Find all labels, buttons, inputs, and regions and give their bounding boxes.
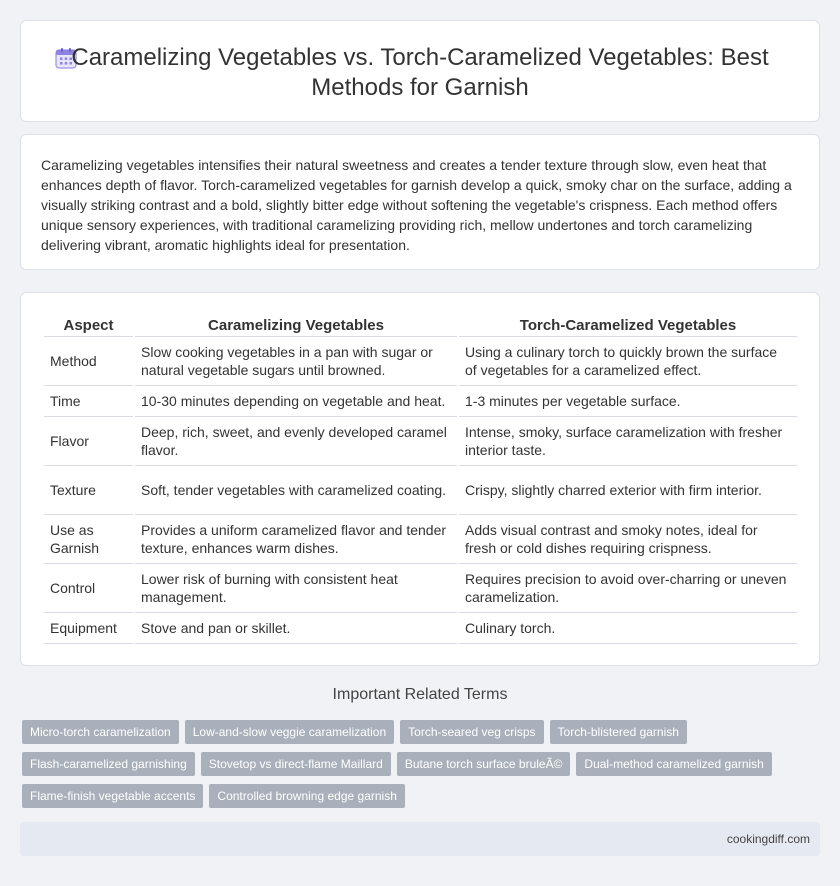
row-torch: Culinary torch. [459, 613, 797, 644]
tag-link[interactable]: Torch-blistered garnish [550, 720, 687, 744]
tag-link[interactable]: Low-and-slow veggie caramelization [185, 720, 394, 744]
table-row [44, 386, 797, 417]
row-caramelizing: 10-30 minutes depending on vegetable and heat. [135, 386, 457, 417]
row-torch: Intense, smoky, surface caramelization with fresher interior taste. [459, 417, 797, 466]
table-row [44, 515, 797, 564]
row-torch: 1-3 minutes per vegetable surface. [459, 386, 797, 417]
row-torch: Adds visual contrast and smoky notes, ideal for fresh or cold dishes requiring crispness. [459, 515, 797, 564]
row-aspect: Flavor [44, 417, 133, 466]
tag-link[interactable]: Flash-caramelized garnishing [22, 752, 195, 776]
related-tags [22, 720, 812, 808]
intro-card [20, 134, 820, 270]
footer [20, 822, 820, 856]
footer-site[interactable]: cookingdiff.com [726, 832, 810, 846]
table-row [44, 564, 797, 613]
row-caramelizing: Provides a uniform caramelized flavor and tender texture, enhances warm dishes. [135, 515, 457, 564]
row-aspect: Texture [44, 466, 133, 515]
tag-link[interactable]: Flame-finish vegetable accents [22, 784, 203, 808]
tag-link[interactable]: Controlled browning edge garnish [209, 784, 404, 808]
comparison-table [42, 315, 799, 644]
tag-link[interactable]: Butane torch surface bruleÃ© [397, 752, 571, 776]
row-caramelizing: Stove and pan or skillet. [135, 613, 457, 644]
header-aspect: Aspect [44, 315, 133, 337]
row-caramelizing: Slow cooking vegetables in a pan with sugar or natural vegetable sugars until browned. [135, 337, 457, 386]
row-torch: Requires precision to avoid over-charring or uneven caramelization. [459, 564, 797, 613]
row-aspect: Time [44, 386, 133, 417]
tag-link[interactable]: Dual-method caramelized garnish [576, 752, 771, 776]
related-terms-heading: Important Related Terms [332, 686, 508, 703]
table-row [44, 466, 797, 515]
table-header-row [44, 315, 797, 337]
table-row [44, 613, 797, 644]
row-aspect: Control [44, 564, 133, 613]
row-caramelizing: Deep, rich, sweet, and evenly developed caramel flavor. [135, 417, 457, 466]
row-caramelizing: Soft, tender vegetables with caramelized coating. [135, 466, 457, 515]
header-caramelizing: Caramelizing Vegetables [135, 315, 457, 337]
intro-paragraph: Caramelizing vegetables intensifies their natural sweetness and creates a tender texture through slow, even heat that enhances depth of flavor. Torch-caramelized vegetables for garnish develop a quick, smoky char on the surface, adding a visually striking contrast and a bold, slightly bitter edge without softening the vegetable's crispness. Each method offers unique sensory experiences, with traditional caramelizing providing rich, mellow undertones and torch caramelizing delivering vibrant, aromatic highlights ideal for presentation. [41, 157, 792, 253]
tag-link[interactable]: Stovetop vs direct-flame Maillard [201, 752, 391, 776]
row-torch: Crispy, slightly charred exterior with firm interior. [459, 466, 797, 515]
row-aspect: Equipment [44, 613, 133, 644]
row-aspect: Use as Garnish [44, 515, 133, 564]
row-aspect: Method [44, 337, 133, 386]
row-torch: Using a culinary torch to quickly brown the surface of vegetables for a caramelized effect. [459, 337, 797, 386]
comparison-card [20, 292, 820, 666]
title-card [20, 20, 820, 122]
table-row [44, 337, 797, 386]
header-torch: Torch-Caramelized Vegetables [459, 315, 797, 337]
tag-link[interactable]: Torch-seared veg crisps [400, 720, 543, 744]
table-row [44, 417, 797, 466]
page-title: Caramelizing Vegetables vs. Torch-Caramelized Vegetables: Best Methods for Garnish [71, 44, 769, 101]
tag-link[interactable]: Micro-torch caramelization [22, 720, 179, 744]
row-caramelizing: Lower risk of burning with consistent heat management. [135, 564, 457, 613]
